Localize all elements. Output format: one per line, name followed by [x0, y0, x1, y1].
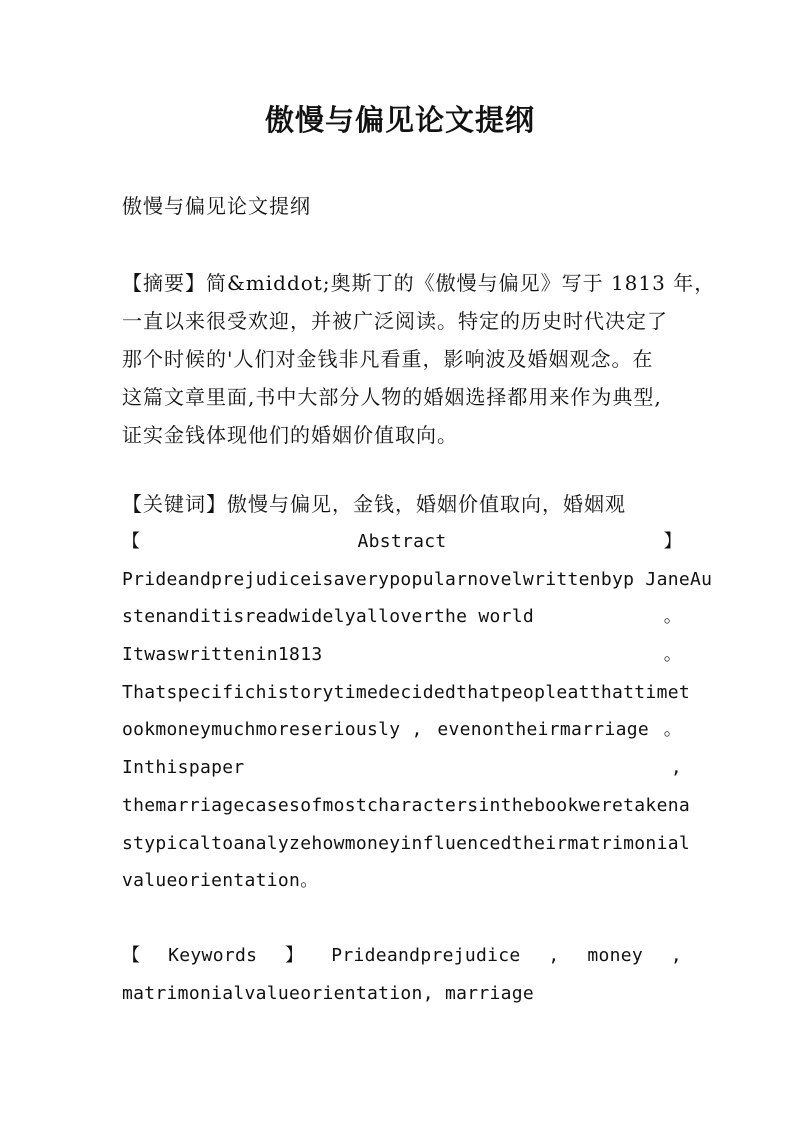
abstract-en-line — [122, 598, 682, 636]
abstract-en-heading — [122, 523, 682, 561]
abstract-en-text: valueorientation。 — [122, 870, 319, 892]
abstract-en-punct: 。 — [663, 719, 682, 741]
abstract-label: Abstract — [357, 531, 447, 552]
abstract-en-text: Prideandprejudiceisaverypopularnovelwrittenbyp JaneAu — [122, 568, 713, 590]
keywords-en-line: matrimonialvalueorientation, marriage — [122, 982, 535, 1004]
keywords-cn — [122, 485, 682, 523]
abstract-en-line — [122, 636, 682, 674]
abstract-cn-line: 证实金钱体现他们的婚姻价值取向。 — [122, 423, 458, 447]
abstract-en-text: Inthispaper — [122, 757, 245, 779]
keywords-cn-line: 【关键词】傲慢与偏见，金钱，婚姻价值取向，婚姻观 — [122, 492, 626, 516]
abstract-en-text: evenontheirmarriage — [437, 719, 649, 741]
abstract-en-punct: 。 — [663, 644, 682, 666]
abstract-en-line — [122, 749, 682, 787]
keywords-en-line — [122, 937, 682, 975]
abstract-en-text: Thatspecifichistorytimedecidedthatpeopleatthattimet — [122, 681, 690, 703]
abstract-close-bracket: 】 — [663, 531, 682, 552]
abstract-en-punct: 。 — [663, 606, 682, 628]
keyword-item: money — [587, 945, 644, 966]
abstract-en — [122, 523, 713, 900]
abstract-en-text: stypicaltoanalyzehowmoneyinfluencedtheirmatrimonial — [122, 832, 690, 854]
abstract-cn-line: 那个时候的'人们对金钱非凡看重，影响波及婚姻观念。在 — [122, 347, 654, 371]
keywords-close-bracket: 】 — [285, 945, 304, 966]
keywords-open-bracket: 【 — [122, 945, 141, 966]
keyword-item: Prideandprejudice — [331, 945, 521, 966]
abstract-cn — [122, 264, 716, 454]
abstract-en-line — [122, 561, 713, 599]
page-title: 傲慢与偏见论文提纲 — [264, 103, 535, 137]
abstract-en-line — [122, 711, 682, 749]
abstract-en-line — [122, 674, 690, 712]
keywords-en — [122, 937, 682, 1012]
abstract-cn-line: 【摘要】简&middot;奥斯丁的《傲慢与偏见》写于 1813 年， — [122, 271, 716, 295]
document-subtitle: 傲慢与偏见论文提纲 — [122, 194, 311, 218]
abstract-open-bracket: 【 — [122, 531, 141, 552]
abstract-cn-line: 一直以来很受欢迎，并被广泛阅读。特定的历史时代决定了 — [122, 309, 668, 333]
abstract-en-line — [122, 787, 690, 825]
keywords-label: Keywords — [168, 945, 258, 966]
keyword-separator: , — [670, 945, 682, 966]
abstract-en-text: stenanditisreadwidelyalloverthe world — [122, 606, 535, 628]
abstract-en-line — [122, 825, 690, 863]
abstract-en-text: themarriagecasesofmostcharactersinthebookweretakena — [122, 794, 690, 816]
abstract-en-text: Itwaswrittenin1813 — [122, 644, 323, 666]
abstract-en-line — [122, 862, 682, 900]
abstract-en-text: ookmoneymuchmoreseriously , — [122, 719, 423, 741]
abstract-en-punct: , — [670, 757, 682, 779]
keyword-separator: , — [548, 945, 560, 966]
abstract-cn-line: 这篇文章里面,书中大部分人物的婚姻选择都用来作为典型, — [122, 385, 662, 409]
